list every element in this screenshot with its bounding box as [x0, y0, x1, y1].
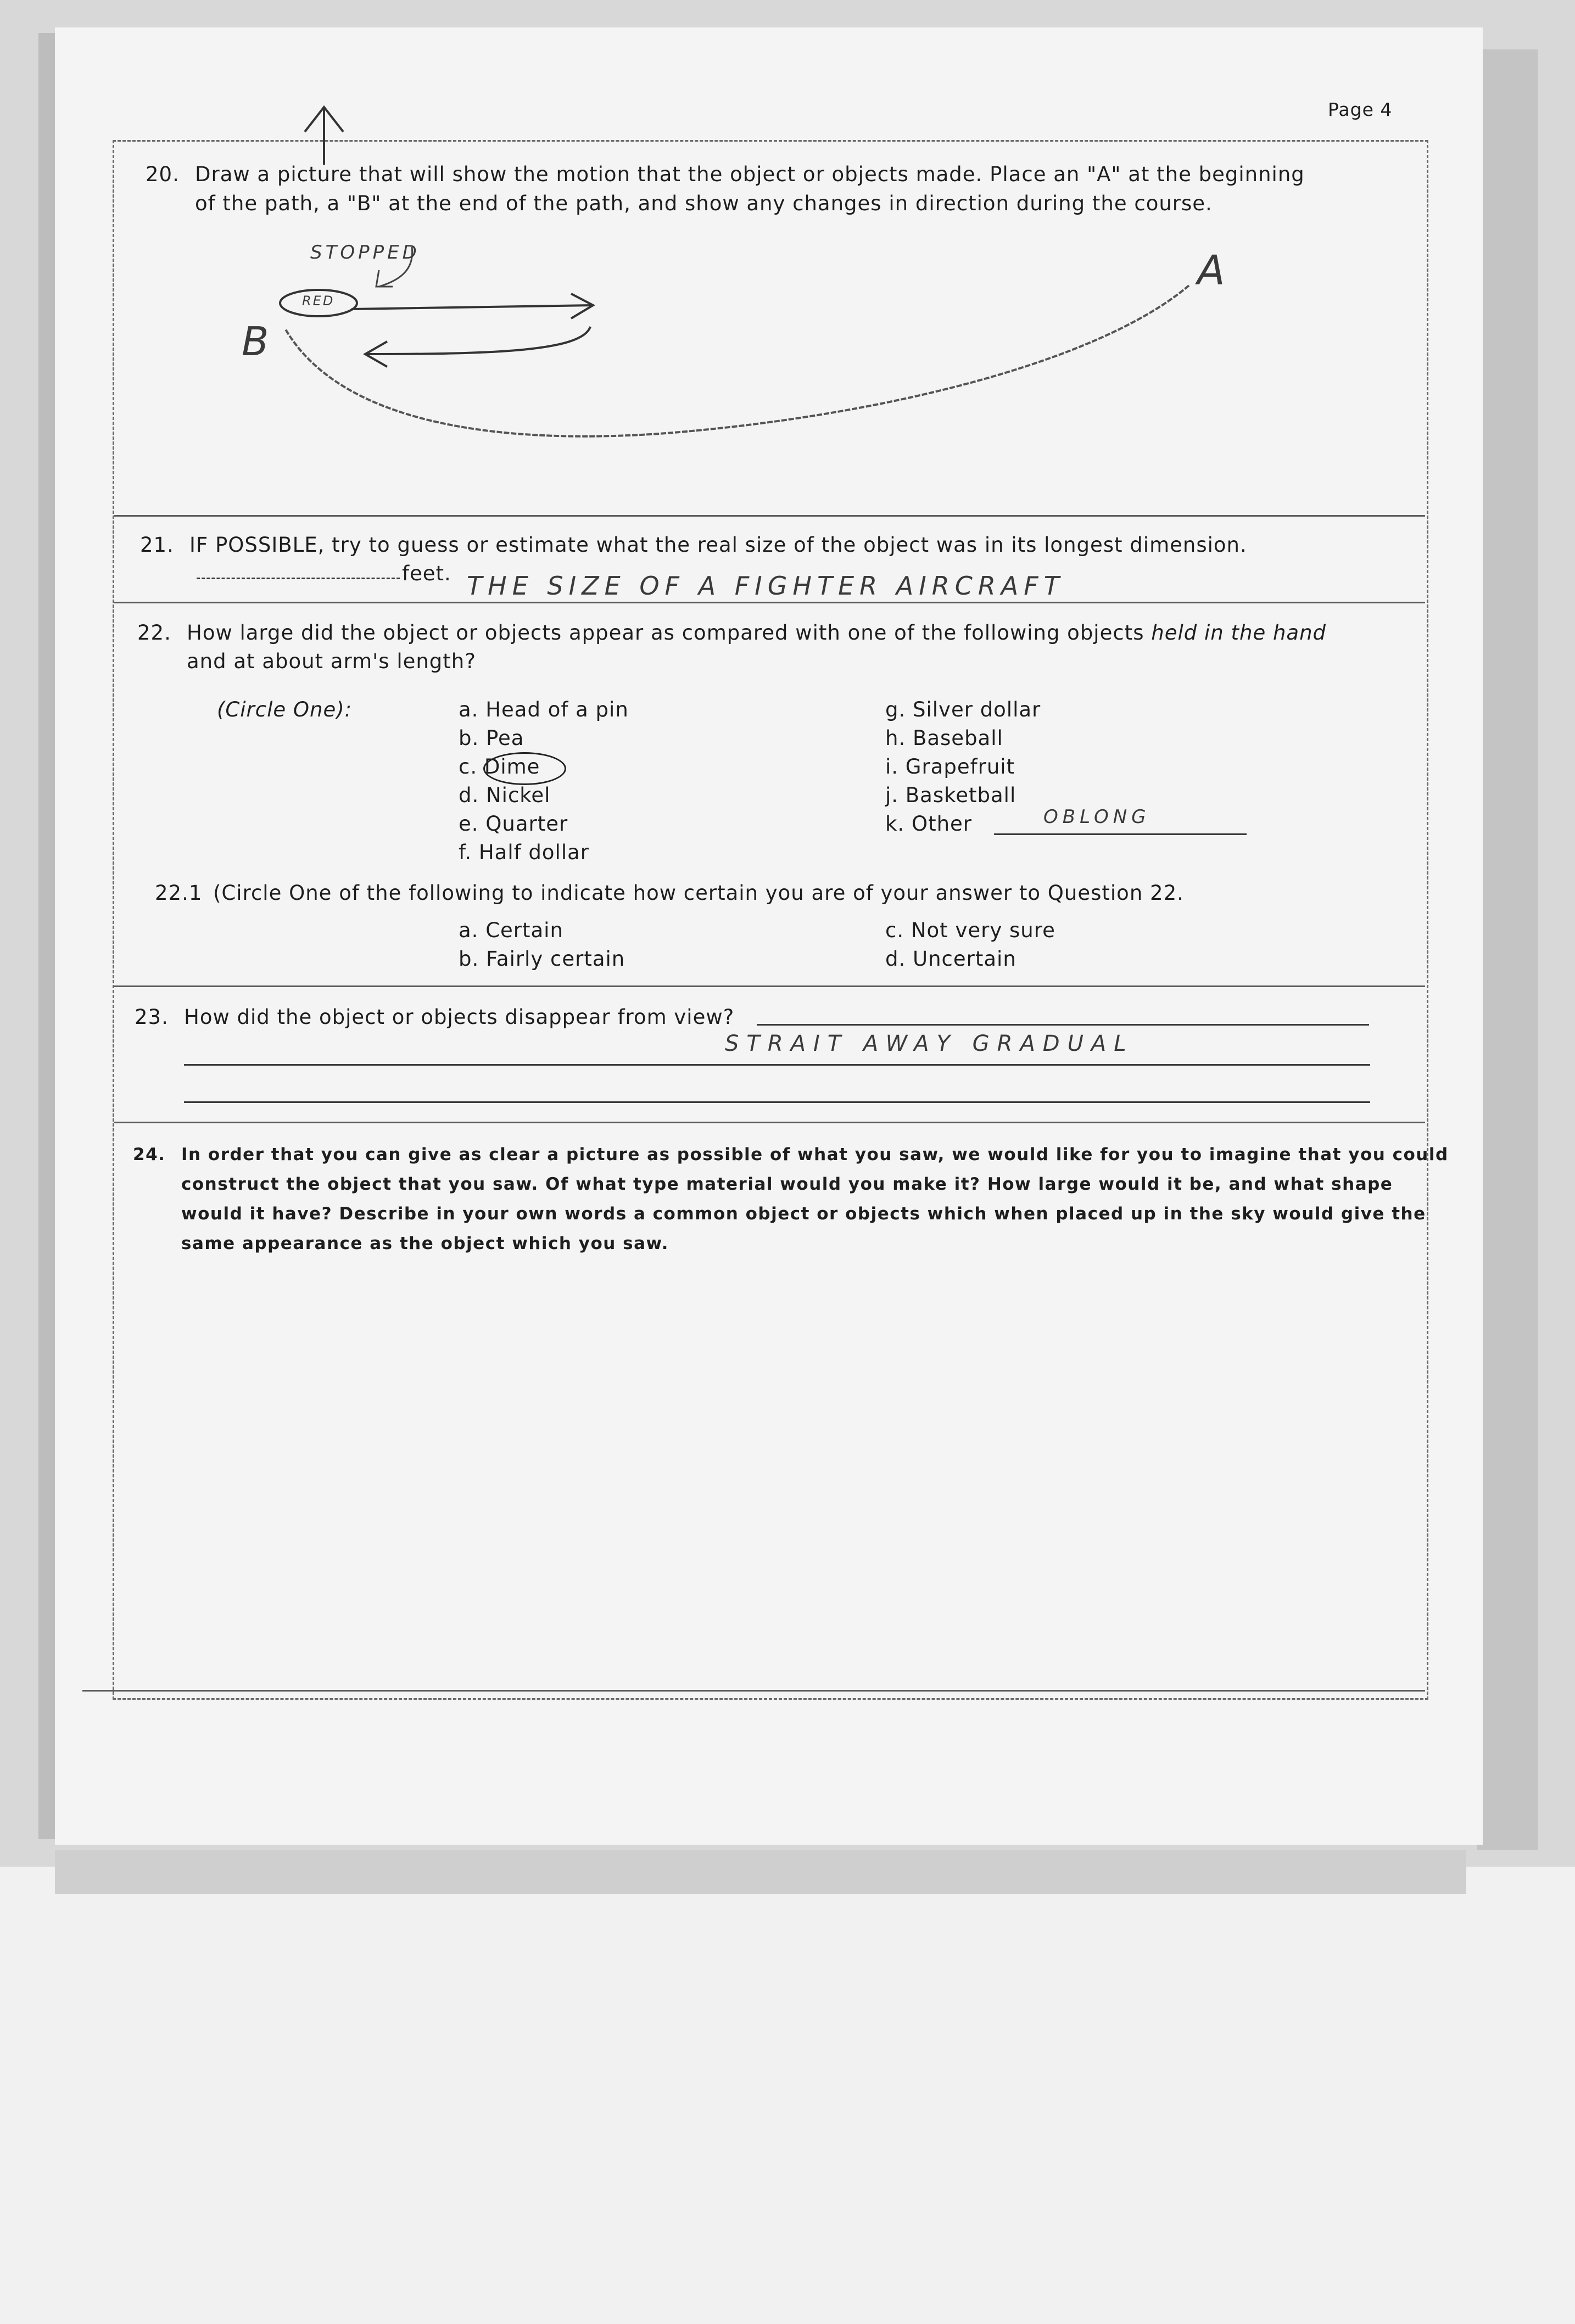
scan-background-lower — [0, 1867, 1575, 2324]
q20-number: 20. — [146, 163, 180, 186]
label-a: A — [1197, 247, 1225, 294]
q22-option-e: e. Quarter — [459, 812, 568, 836]
selected-answer-circle — [483, 752, 566, 785]
q22-option-i: i. Grapefruit — [885, 755, 1015, 779]
page-number: Page 4 — [1328, 99, 1393, 120]
q21-feet-label: feet. — [402, 562, 451, 585]
q22-1-option-c: c. Not very sure — [885, 919, 1055, 942]
q23-number: 23. — [135, 1005, 169, 1029]
q22-option-h: h. Baseball — [885, 726, 1003, 750]
divider-q22 — [114, 985, 1425, 987]
q22-1-option-b: b. Fairly certain — [459, 947, 625, 971]
q22-option-k: k. Other — [885, 812, 973, 836]
q22-option-b: b. Pea — [459, 726, 524, 750]
q22-1-number: 22.1 — [155, 881, 203, 905]
q24-number: 24. — [133, 1145, 166, 1164]
q22-option-g: g. Silver dollar — [885, 698, 1041, 721]
q22-text-main: How large did the object or objects appear as compared with one of the following objects — [187, 621, 1144, 645]
divider-q20 — [114, 515, 1425, 517]
motion-arrow-left — [365, 327, 590, 367]
q24-text-line2: construct the object that you saw. Of what type material would you make it? How large would it be, and what shape — [181, 1174, 1393, 1194]
pen-arrow-mark — [305, 107, 343, 165]
q23-answer-line3 — [184, 1101, 1370, 1103]
q20-text-line2: of the path, a "B" at the end of the path, and show any changes in direction during the course. — [195, 192, 1213, 215]
divider-q21 — [114, 602, 1425, 603]
q21-feet-blank — [197, 578, 400, 579]
q22-text-italic: held in the hand — [1151, 621, 1327, 645]
label-b: B — [242, 318, 269, 365]
divider-q23 — [114, 1122, 1425, 1123]
q21-number: 21. — [140, 533, 174, 557]
q23-answer-line1 — [757, 1024, 1369, 1026]
q22-other-handwritten: OBLONG — [1043, 806, 1150, 828]
q22-circle-one-label: (Circle One): — [217, 698, 353, 721]
q20-text-line1: Draw a picture that will show the motion that the object or objects made. Place an "A" at the beginning — [195, 163, 1305, 186]
label-stopped: STOPPED — [310, 242, 420, 264]
q22-other-blank — [994, 833, 1247, 835]
q20-motion-drawing — [0, 0, 1575, 549]
scan-shadow-bottom — [55, 1850, 1466, 1894]
q21-handwritten-answer: THE SIZE OF A FIGHTER AIRCRAFT — [467, 571, 1065, 601]
q23-answer-line2 — [184, 1064, 1370, 1066]
label-red: RED — [302, 293, 335, 309]
q24-text-line4: same appearance as the object which you saw. — [181, 1234, 669, 1253]
q21-text: IF POSSIBLE, try to guess or estimate what the real size of the object was in its longest dimension. — [189, 533, 1247, 557]
q24-text-line1: In order that you can give as clear a picture as possible of what you saw, we would like for you to imagine that you could — [181, 1145, 1449, 1164]
q23-handwritten-answer: STRAIT AWAY GRADUAL — [725, 1031, 1134, 1056]
q22-option-c: c. Dime — [459, 755, 540, 779]
bottom-rule — [82, 1690, 1425, 1692]
q22-1-option-d: d. Uncertain — [885, 947, 1017, 971]
q23-text: How did the object or objects disappear from view? — [184, 1005, 735, 1029]
q22-text-line2: and at about arm's length? — [187, 649, 476, 673]
motion-arrow-right — [351, 294, 593, 318]
q22-option-j: j. Basketball — [885, 783, 1017, 807]
q24-text-line3: would it have? Describe in your own words a common object or objects which when placed up in the sky would give the — [181, 1204, 1426, 1224]
q22-1-option-a: a. Certain — [459, 919, 563, 942]
q22-number: 22. — [137, 621, 171, 645]
q22-text-line1 — [187, 619, 1326, 647]
q22-option-d: d. Nickel — [459, 783, 551, 807]
q22-1-text: (Circle One of the following to indicate how certain you are of your answer to Question 22. — [213, 881, 1184, 905]
q22-option-f: f. Half dollar — [459, 841, 589, 864]
q22-option-a: a. Head of a pin — [459, 698, 629, 721]
